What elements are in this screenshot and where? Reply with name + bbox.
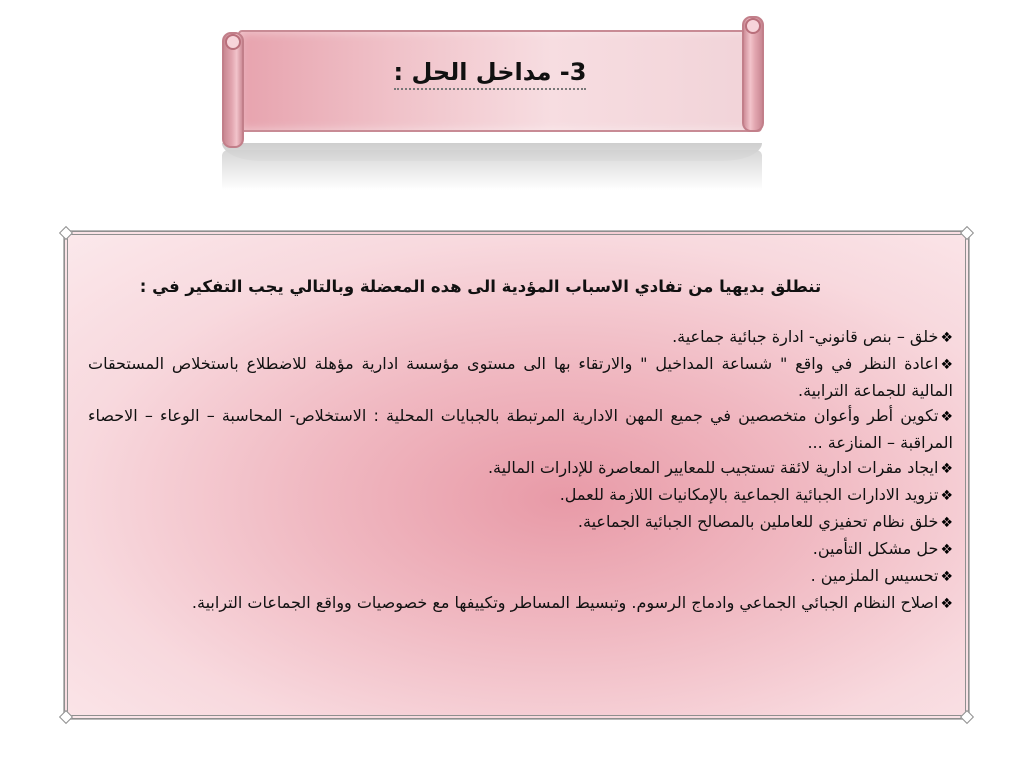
- diamond-bullet-icon: ❖: [940, 542, 953, 558]
- diamond-bullet-icon: ❖: [940, 330, 953, 346]
- points-list: [88, 324, 953, 617]
- list-item-text: تكوين أطر وأعوان متخصصين في جميع المهن الادارية المرتبطة بالجبايات المحلية : الاستخلاص- المحاسبة – الوعاء – الاحصاء المراقبة – المنازعة ...: [88, 406, 953, 452]
- banner-shadow-lip: [222, 143, 762, 161]
- diamond-bullet-icon: ❖: [940, 461, 953, 477]
- corner-decoration-icon: [960, 226, 974, 240]
- diamond-bullet-icon: ❖: [940, 488, 953, 504]
- list-item: [88, 563, 953, 590]
- diamond-bullet-icon: ❖: [940, 357, 953, 373]
- list-item-text: خلق نظام تحفيزي للعاملين بالمصالح الجبائية الجماعية.: [577, 512, 939, 531]
- list-item-text: اعادة النظر في واقع " شساعة المداخيل " والارتقاء بها الى مستوى مؤسسة ادارية مؤهلة للاضطلاع باستخلاص المستحقات المالية للجماعة الترابية.: [88, 354, 953, 400]
- diamond-bullet-icon: ❖: [940, 596, 953, 612]
- scroll-left-curl-icon: [225, 34, 241, 50]
- diamond-bullet-icon: ❖: [940, 515, 953, 531]
- list-item: [88, 403, 953, 455]
- list-item: [88, 590, 953, 617]
- list-item: [88, 509, 953, 536]
- list-item-text: اصلاح النظام الجبائي الجماعي وادماج الرسوم. وتبسيط المساطر وتكييفها مع خصوصيات وواقع الجماعات الترابية.: [191, 593, 939, 612]
- corner-decoration-icon: [59, 710, 73, 724]
- list-item-text: حل مشكل التأمين.: [812, 539, 939, 558]
- corner-decoration-icon: [59, 226, 73, 240]
- diamond-bullet-icon: ❖: [940, 569, 953, 585]
- corner-decoration-icon: [960, 710, 974, 724]
- list-item: [88, 455, 953, 482]
- intro-text: تنطلق بديهيا من تفادي الاسباب المؤدية الى هده المعضلة وبالتالي يجب التفكير في :: [139, 277, 822, 296]
- diamond-bullet-icon: ❖: [940, 409, 953, 425]
- list-item: [88, 482, 953, 509]
- list-item: [88, 324, 953, 351]
- list-item-text: خلق – بنص قانوني- ادارة جبائية جماعية.: [672, 327, 939, 346]
- page-title: [250, 58, 730, 86]
- scroll-right-curl-icon: [745, 18, 761, 34]
- page-title-text: 3- مداخل الحل :: [394, 58, 587, 90]
- list-item-text: تزويد الادارات الجبائية الجماعية بالإمكانيات اللازمة للعمل.: [559, 485, 939, 504]
- list-item: [88, 351, 953, 403]
- list-item-text: تحسيس الملزمين .: [810, 566, 939, 585]
- list-item-text: ايجاد مقرات ادارية لائقة تستجيب للمعايير المعاصرة للإدارات المالية.: [487, 458, 939, 477]
- content-body: [88, 277, 953, 617]
- content-box: [64, 231, 969, 719]
- list-item: [88, 536, 953, 563]
